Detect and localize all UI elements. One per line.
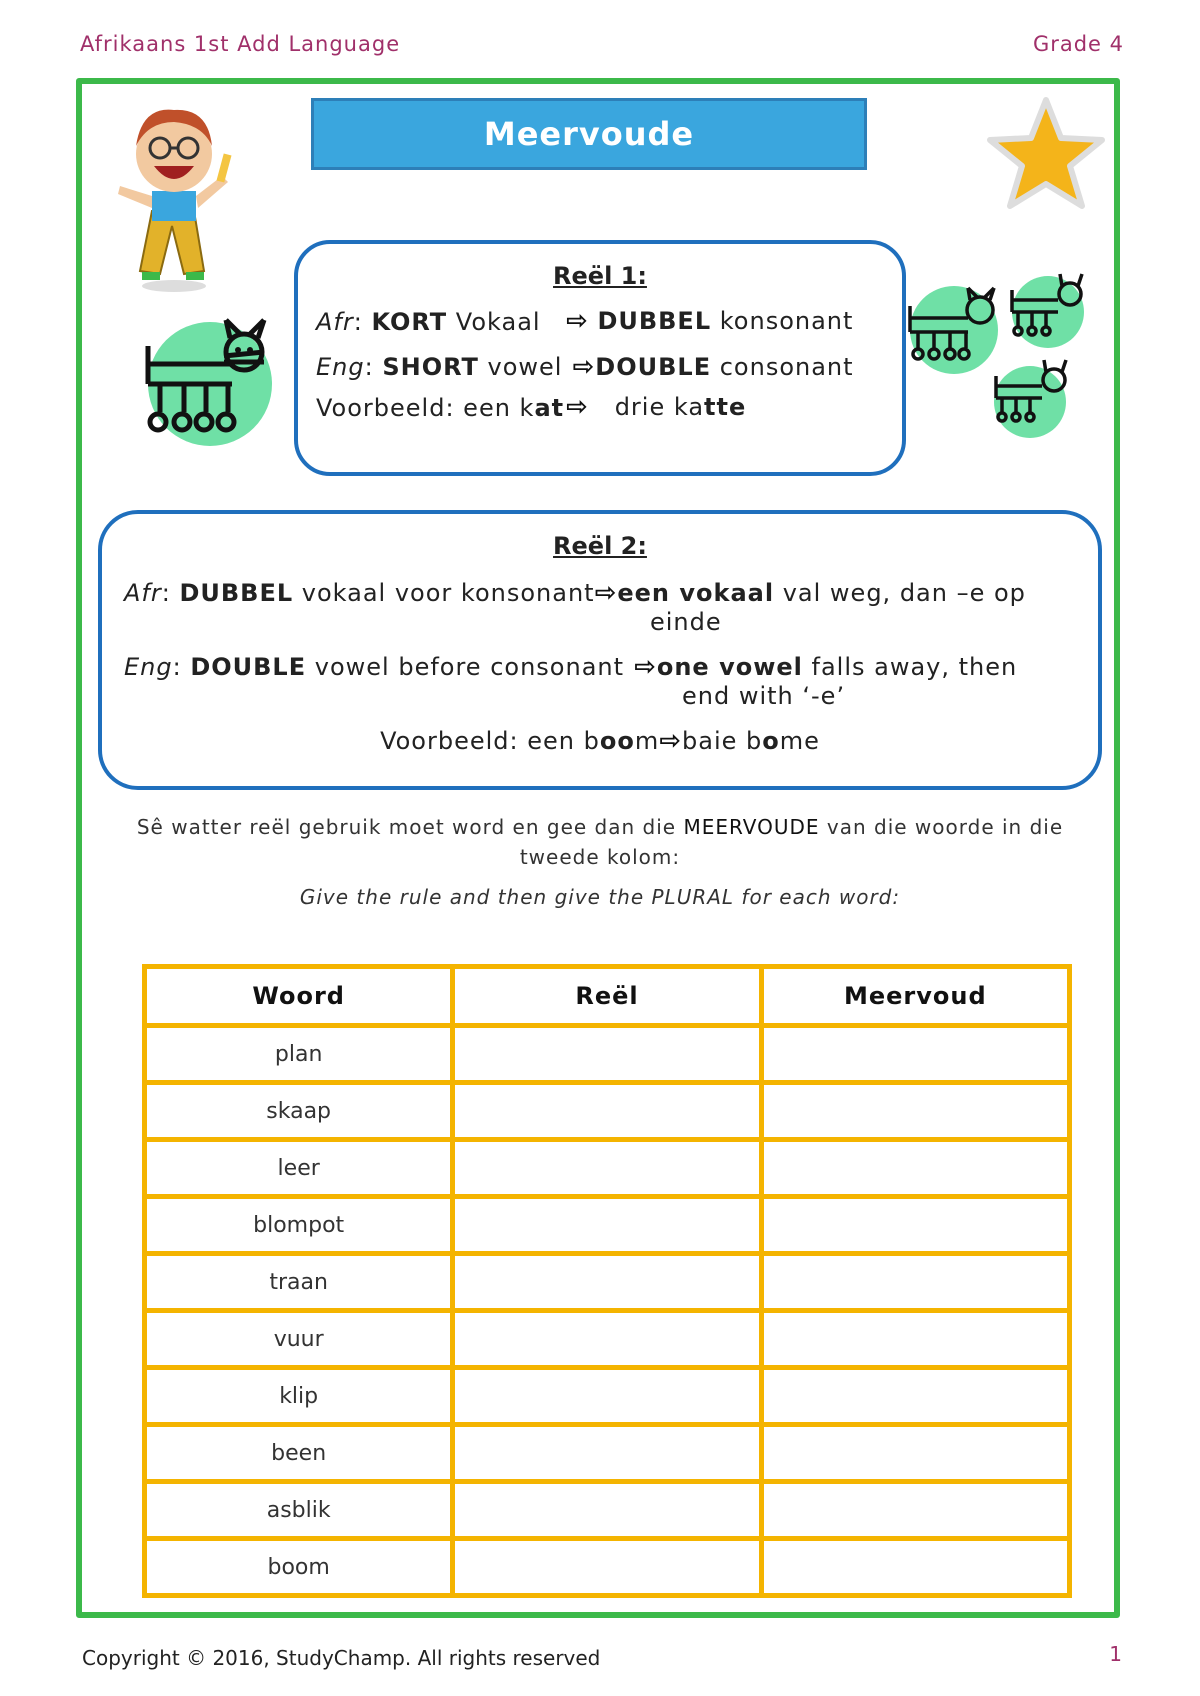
table-row (145, 1311, 1070, 1368)
rule-2-eng-bold1: DOUBLE (190, 653, 307, 681)
table-row (145, 1482, 1070, 1539)
rule-1-afr-bold1: KORT (371, 308, 448, 336)
rule-answer-cell[interactable] (453, 1368, 761, 1425)
plural-answer-cell[interactable] (761, 1311, 1069, 1368)
rule-1-box (294, 240, 906, 476)
rule-2-afr-bold2: een vokaal (617, 579, 775, 607)
rule-1-eng-bold2: DOUBLE (595, 353, 712, 381)
word-cell: klip (145, 1368, 453, 1425)
rule-2-afr-text1: vokaal voor konsonant (293, 579, 595, 607)
word-cell: skaap (145, 1083, 453, 1140)
arrow-right-icon: ⇨ (624, 652, 657, 682)
arrow-right-icon: ⇨ (659, 726, 683, 756)
plural-answer-cell[interactable] (761, 1254, 1069, 1311)
rule-2-afr-text2: val weg, dan –e op (774, 579, 1026, 607)
instructions-english: Give the rule and then give the PLURAL for each word: (299, 885, 901, 909)
rule-1-example-label: Voorbeeld: een k (316, 394, 535, 422)
word-cell: been (145, 1425, 453, 1482)
plural-answer-cell[interactable] (761, 1026, 1069, 1083)
rule-1-afr-text2: konsonant (711, 307, 854, 335)
table-row (145, 1425, 1070, 1482)
table-header-row (145, 967, 1070, 1026)
plural-answer-cell[interactable] (761, 1083, 1069, 1140)
rule-1-example-result (566, 392, 746, 422)
star-icon (986, 94, 1106, 214)
rule-answer-cell[interactable] (453, 1083, 761, 1140)
table-body (145, 1026, 1070, 1596)
word-cell: plan (145, 1026, 453, 1083)
rule-1-afr-arrow-line (566, 306, 853, 336)
arrow-right-icon: ⇨ (566, 392, 589, 422)
rule-2-eng-prefix: Eng (124, 653, 173, 681)
rule-1-example-line (316, 394, 564, 422)
rule-1-eng-prefix: Eng (316, 353, 365, 381)
rule-1-afr-prefix: Afr (316, 308, 354, 336)
rule-answer-cell[interactable] (453, 1140, 761, 1197)
plural-answer-cell[interactable] (761, 1140, 1069, 1197)
rule-2-eng-bold2: one vowel (656, 653, 803, 681)
rule-2-eng-line: Eng: DOUBLE vowel before consonant ⇨one vowel falls away, then (124, 652, 1018, 682)
plural-answer-cell[interactable] (761, 1197, 1069, 1254)
rule-2-title: Reël 2: (553, 532, 647, 560)
rule-2-afr-prefix: Afr (124, 579, 162, 607)
word-cell: asblik (145, 1482, 453, 1539)
copyright-text: Copyright © 2016, StudyChamp. All rights reserved (82, 1646, 601, 1670)
plural-answer-cell[interactable] (761, 1425, 1069, 1482)
page-number: 1 (1109, 1642, 1122, 1666)
word-cell: boom (145, 1539, 453, 1596)
word-table (142, 964, 1072, 1598)
rule-2-example-bold2: o (762, 727, 780, 755)
arrow-right-icon: ⇨ (562, 352, 596, 382)
table-row (145, 1368, 1070, 1425)
rule-2-eng-text1: vowel before consonant (306, 653, 625, 681)
header-woord: Woord (145, 967, 453, 1026)
header-meervoud: Meervoud (761, 967, 1069, 1026)
instructions-afr-pre: Sê watter reël gebruik moet word en gee dan die (136, 815, 684, 839)
table-row (145, 1197, 1070, 1254)
table-row (145, 1254, 1070, 1311)
rule-2-example-end1: m (634, 727, 660, 755)
table-row (145, 1539, 1070, 1596)
rule-answer-cell[interactable] (453, 1254, 761, 1311)
rule-answer-cell[interactable] (453, 1197, 761, 1254)
rule-2-example-end2: me (779, 727, 820, 755)
arrow-right-icon: ⇨ (566, 306, 589, 336)
rule-2-afr-line: Afr: DUBBEL vokaal voor konsonant⇨een vokaal val weg, dan –e op (124, 578, 1026, 608)
rule-1-eng-text1: vowel (478, 353, 563, 381)
rule-1-example-bold1: at (534, 394, 565, 422)
cat-illustration-left (140, 312, 280, 452)
rule-2-afr-text3: einde (650, 608, 722, 636)
rule-2-afr-bold1: DUBBEL (179, 579, 294, 607)
table-row (145, 1140, 1070, 1197)
table-row (145, 1026, 1070, 1083)
instructions-afr-post: van die woorde in die tweede kolom: (519, 815, 1064, 869)
table-row (145, 1083, 1070, 1140)
page-title: Meervoude (483, 115, 695, 153)
rule-2-eng-text2: falls away, then (802, 653, 1018, 681)
rule-1-afr-text1: Vokaal (447, 308, 541, 336)
word-cell: blompot (145, 1197, 453, 1254)
header-subject: Afrikaans 1st Add Language (80, 32, 401, 56)
title-banner (311, 98, 867, 170)
rule-answer-cell[interactable] (453, 1482, 761, 1539)
rule-1-title: Reël 1: (553, 262, 647, 290)
plural-answer-cell[interactable] (761, 1482, 1069, 1539)
rule-1-example-result-pre: drie ka (614, 393, 705, 421)
rule-1-eng-bold1: SHORT (382, 353, 479, 381)
rule-1-afr-line: Afr: KORT Vokaal (316, 308, 541, 336)
word-cell: vuur (145, 1311, 453, 1368)
rule-answer-cell[interactable] (453, 1425, 761, 1482)
rule-2-example-line (102, 726, 1098, 756)
word-cell: traan (145, 1254, 453, 1311)
rule-1-afr-bold2: DUBBEL (597, 307, 712, 335)
plural-answer-cell[interactable] (761, 1368, 1069, 1425)
header-grade: Grade 4 (1032, 32, 1124, 56)
boy-illustration (112, 96, 242, 296)
rule-1-eng-line: Eng: SHORT vowel ⇨DOUBLE consonant (316, 352, 854, 382)
rule-2-box (98, 510, 1102, 790)
rule-answer-cell[interactable] (453, 1539, 761, 1596)
rule-2-example-bold1: oo (599, 727, 635, 755)
instructions-afr-key: MEERVOUDE (683, 815, 820, 839)
header-reel: Reël (453, 967, 761, 1026)
cat-group-illustration-right (908, 266, 1098, 442)
arrow-right-icon: ⇨ (594, 578, 618, 608)
rule-1-eng-text2: consonant (711, 353, 854, 381)
rule-2-example-result-pre: baie b (682, 727, 763, 755)
word-cell: leer (145, 1140, 453, 1197)
rule-answer-cell[interactable] (453, 1311, 761, 1368)
instructions-afrikaans (110, 812, 1090, 872)
plural-answer-cell[interactable] (761, 1539, 1069, 1596)
rule-2-eng-text3: end with ‘-e’ (682, 682, 846, 710)
rule-answer-cell[interactable] (453, 1026, 761, 1083)
rule-1-example-bold2: tte (704, 393, 747, 421)
rule-2-example-label: Voorbeeld: een b (380, 727, 600, 755)
